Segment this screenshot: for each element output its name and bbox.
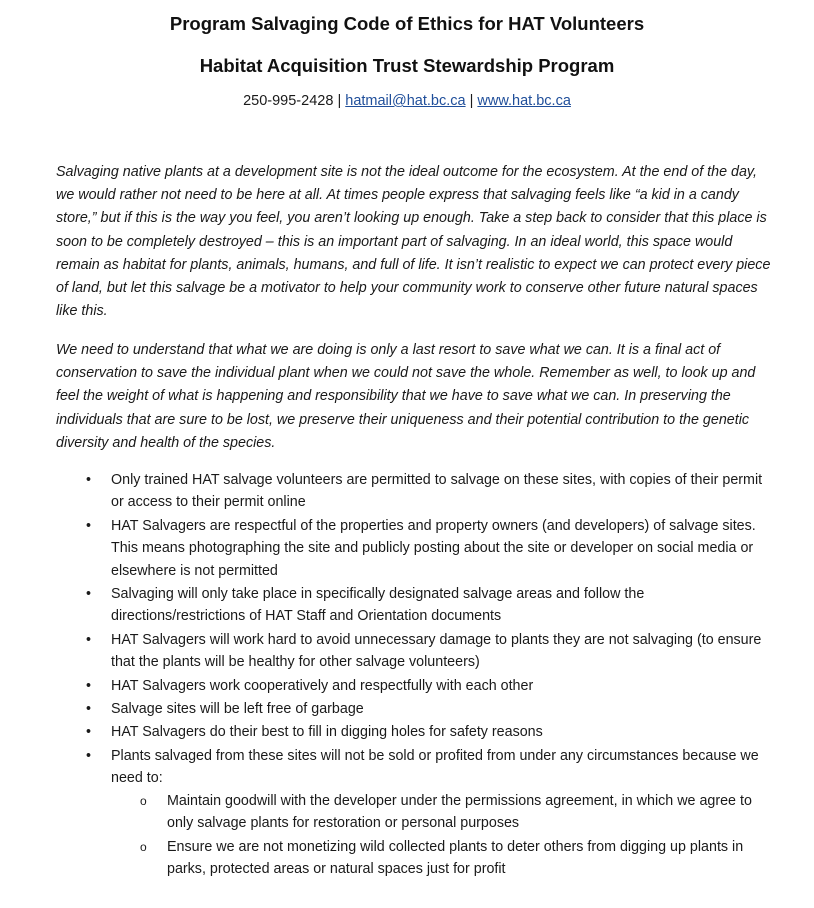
list-item-text: Salvage sites will be left free of garbage <box>111 701 364 718</box>
list-item-text: Salvaging will only take place in specifically designated salvage areas and follow the directions/restrictions of HAT Staff and Orientation documents <box>111 586 645 625</box>
bullet-icon: • <box>86 677 92 694</box>
list-item <box>0 583 771 628</box>
website-link[interactable]: www.hat.bc.ca <box>477 93 571 109</box>
list-item <box>0 629 771 674</box>
list-item-text: HAT Salvagers do their best to fill in digging holes for safety reasons <box>111 724 543 741</box>
sub-list-item-text: Ensure we are not monetizing wild collected plants to deter others from digging up plants in parks, protected areas or natural spaces just for profit <box>167 838 744 877</box>
list-item-text: Only trained HAT salvage volunteers are permitted to salvage on these sites, with copies of their permit or access to their permit online <box>111 472 763 511</box>
list-item <box>0 469 771 514</box>
bullet-icon: • <box>86 472 92 488</box>
responsibility-paragraph: We need to understand that what we are doing is only a last resort to save what we can. It is a final act of conservation to save the individual plant when we could not save the whole. Remember as well, to look up and feel the weight of what is happening and responsibility that we have to save what we can. In preserving the individuals that are sure to be lost, we preserve their uniqueness and their potential contribution to the genetic diversity and health of the species. <box>56 342 756 451</box>
list-item <box>0 515 771 582</box>
list-item <box>0 675 771 697</box>
list-item-text: Plants salvaged from these sites will not be sold or profited from under any circumstances because we need to: <box>111 747 759 787</box>
intro-paragraph: Salvaging native plants at a development site is not the ideal outcome for the ecosystem. At the end of the day, we would rather not need to be here at all. At times people express that salvaging feels like “a kid in a candy store,” but if this is the way you feel, you aren’t looking up enough. Take a step back to consider that this place is soon to be completely destroyed – this is an important part of salvaging. In an ideal world, this space would remain as habitat for plants, animals, humans, and full of life. It isn’t realistic to expect we can protect every piece of land, but let this salvage be a motivator to help your community work to conserve other future natural spaces like this. <box>56 164 771 320</box>
list-item <box>0 698 771 720</box>
document-title: Program Salvaging Code of Ethics for HAT Volunteers <box>169 13 645 34</box>
sub-list-item <box>111 836 771 881</box>
list-item-text: HAT Salvagers are respectful of the properties and property owners (and developers) of salvage sites. This means photographing the site and publicly posting about the site or developer on social media or elsewhere is not permitted <box>111 517 756 579</box>
sub-list-item <box>111 790 771 835</box>
list-item-text: HAT Salvagers work cooperatively and respectfully with each other <box>111 677 534 694</box>
contact-separator: | <box>469 93 474 109</box>
sub-list-item-text: Maintain goodwill with the developer under the permissions agreement, in which we agree to only salvage plants for restoration or personal purposes <box>167 792 752 832</box>
list-item <box>0 745 771 880</box>
list-item <box>0 721 771 743</box>
sub-list <box>111 790 771 881</box>
phone-number: 250-995-2428 <box>243 93 334 109</box>
rules-list <box>0 469 814 881</box>
bullet-icon: • <box>86 724 92 741</box>
bullet-icon: • <box>86 701 92 718</box>
circle-bullet-icon: o <box>140 793 147 808</box>
bullet-icon: • <box>86 631 92 648</box>
bullet-icon: • <box>86 747 92 764</box>
contact-line <box>0 91 814 111</box>
document-subtitle: Habitat Acquisition Trust Stewardship Program <box>199 55 615 76</box>
circle-bullet-icon: o <box>140 839 147 854</box>
bullet-icon: • <box>86 517 92 534</box>
list-item-text: HAT Salvagers will work hard to avoid unnecessary damage to plants they are not salvaging (to ensure that the plants will be healthy for other salvage volunteers) <box>111 631 762 671</box>
bullet-icon: • <box>86 586 92 603</box>
email-link[interactable]: hatmail@hat.bc.ca <box>345 93 466 109</box>
contact-separator: | <box>337 93 342 109</box>
